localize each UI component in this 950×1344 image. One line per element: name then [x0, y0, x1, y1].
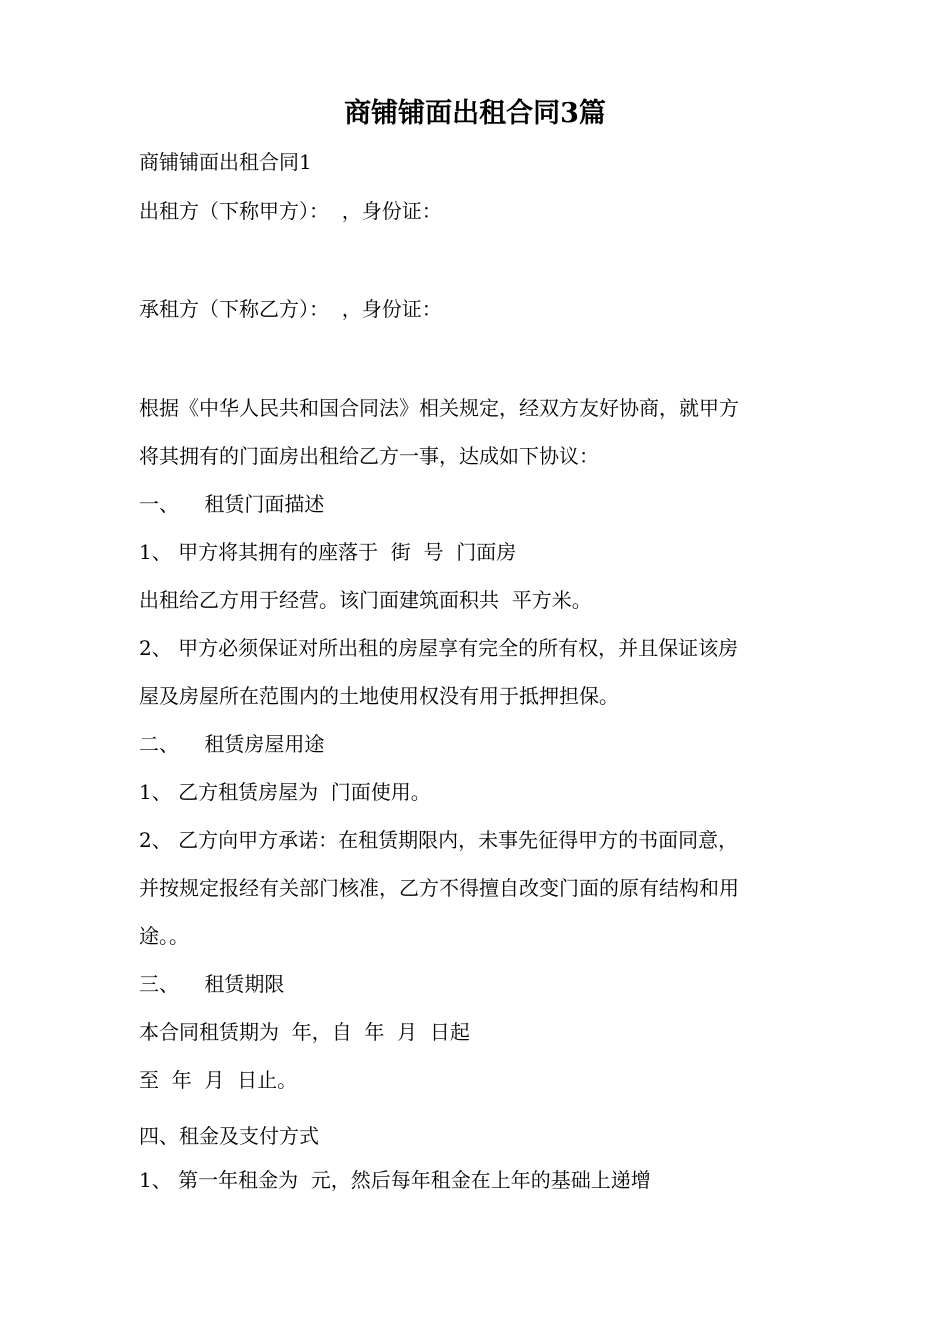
text-line: 1、 第一年租金为 元，然后每年租金在上年的基础上递增 — [139, 1168, 651, 1192]
section-heading: 二、 租赁房屋用途 — [139, 732, 325, 756]
section-heading: 一、 租赁门面描述 — [139, 492, 325, 516]
text-line: 出租方（下称甲方）： ，身份证： — [139, 199, 442, 223]
text-line: 屋及房屋所在范围内的土地使用权没有用于抵押担保。 — [139, 684, 619, 708]
text-line: 途。。 — [139, 924, 189, 948]
text-line: 并按规定报经有关部门核准，乙方不得擅自改变门面的原有结构和用 — [139, 876, 739, 900]
text-line: 出租给乙方用于经营。该门面建筑面积共 平方米。 — [139, 588, 592, 612]
text-line: 2、 乙方向甲方承诺：在租赁期限内，未事先征得甲方的书面同意， — [139, 828, 739, 852]
text-line: 至 年 月 日止。 — [139, 1068, 298, 1092]
text-line: 商铺铺面出租合同1 — [139, 150, 312, 174]
text-line: 2、 甲方必须保证对所出租的房屋享有完全的所有权，并且保证该房 — [139, 636, 739, 660]
document-title: 商铺铺面出租合同3篇 — [344, 98, 606, 129]
text-line: 本合同租赁期为 年，自 年 月 日起 — [139, 1020, 470, 1044]
section-heading: 三、 租赁期限 — [139, 972, 285, 996]
text-line: 1、 乙方租赁房屋为 门面使用。 — [139, 780, 431, 804]
text-line: 承租方（下称乙方）： ，身份证： — [139, 297, 442, 321]
text-line: 1、 甲方将其拥有的座落于 街 号 门面房 — [139, 540, 517, 564]
section-heading: 四、租金及支付方式 — [139, 1124, 319, 1148]
text-line: 将其拥有的门面房出租给乙方一事，达成如下协议： — [139, 444, 599, 468]
text-line: 根据《中华人民共和国合同法》相关规定，经双方友好协商，就甲方 — [139, 396, 739, 420]
